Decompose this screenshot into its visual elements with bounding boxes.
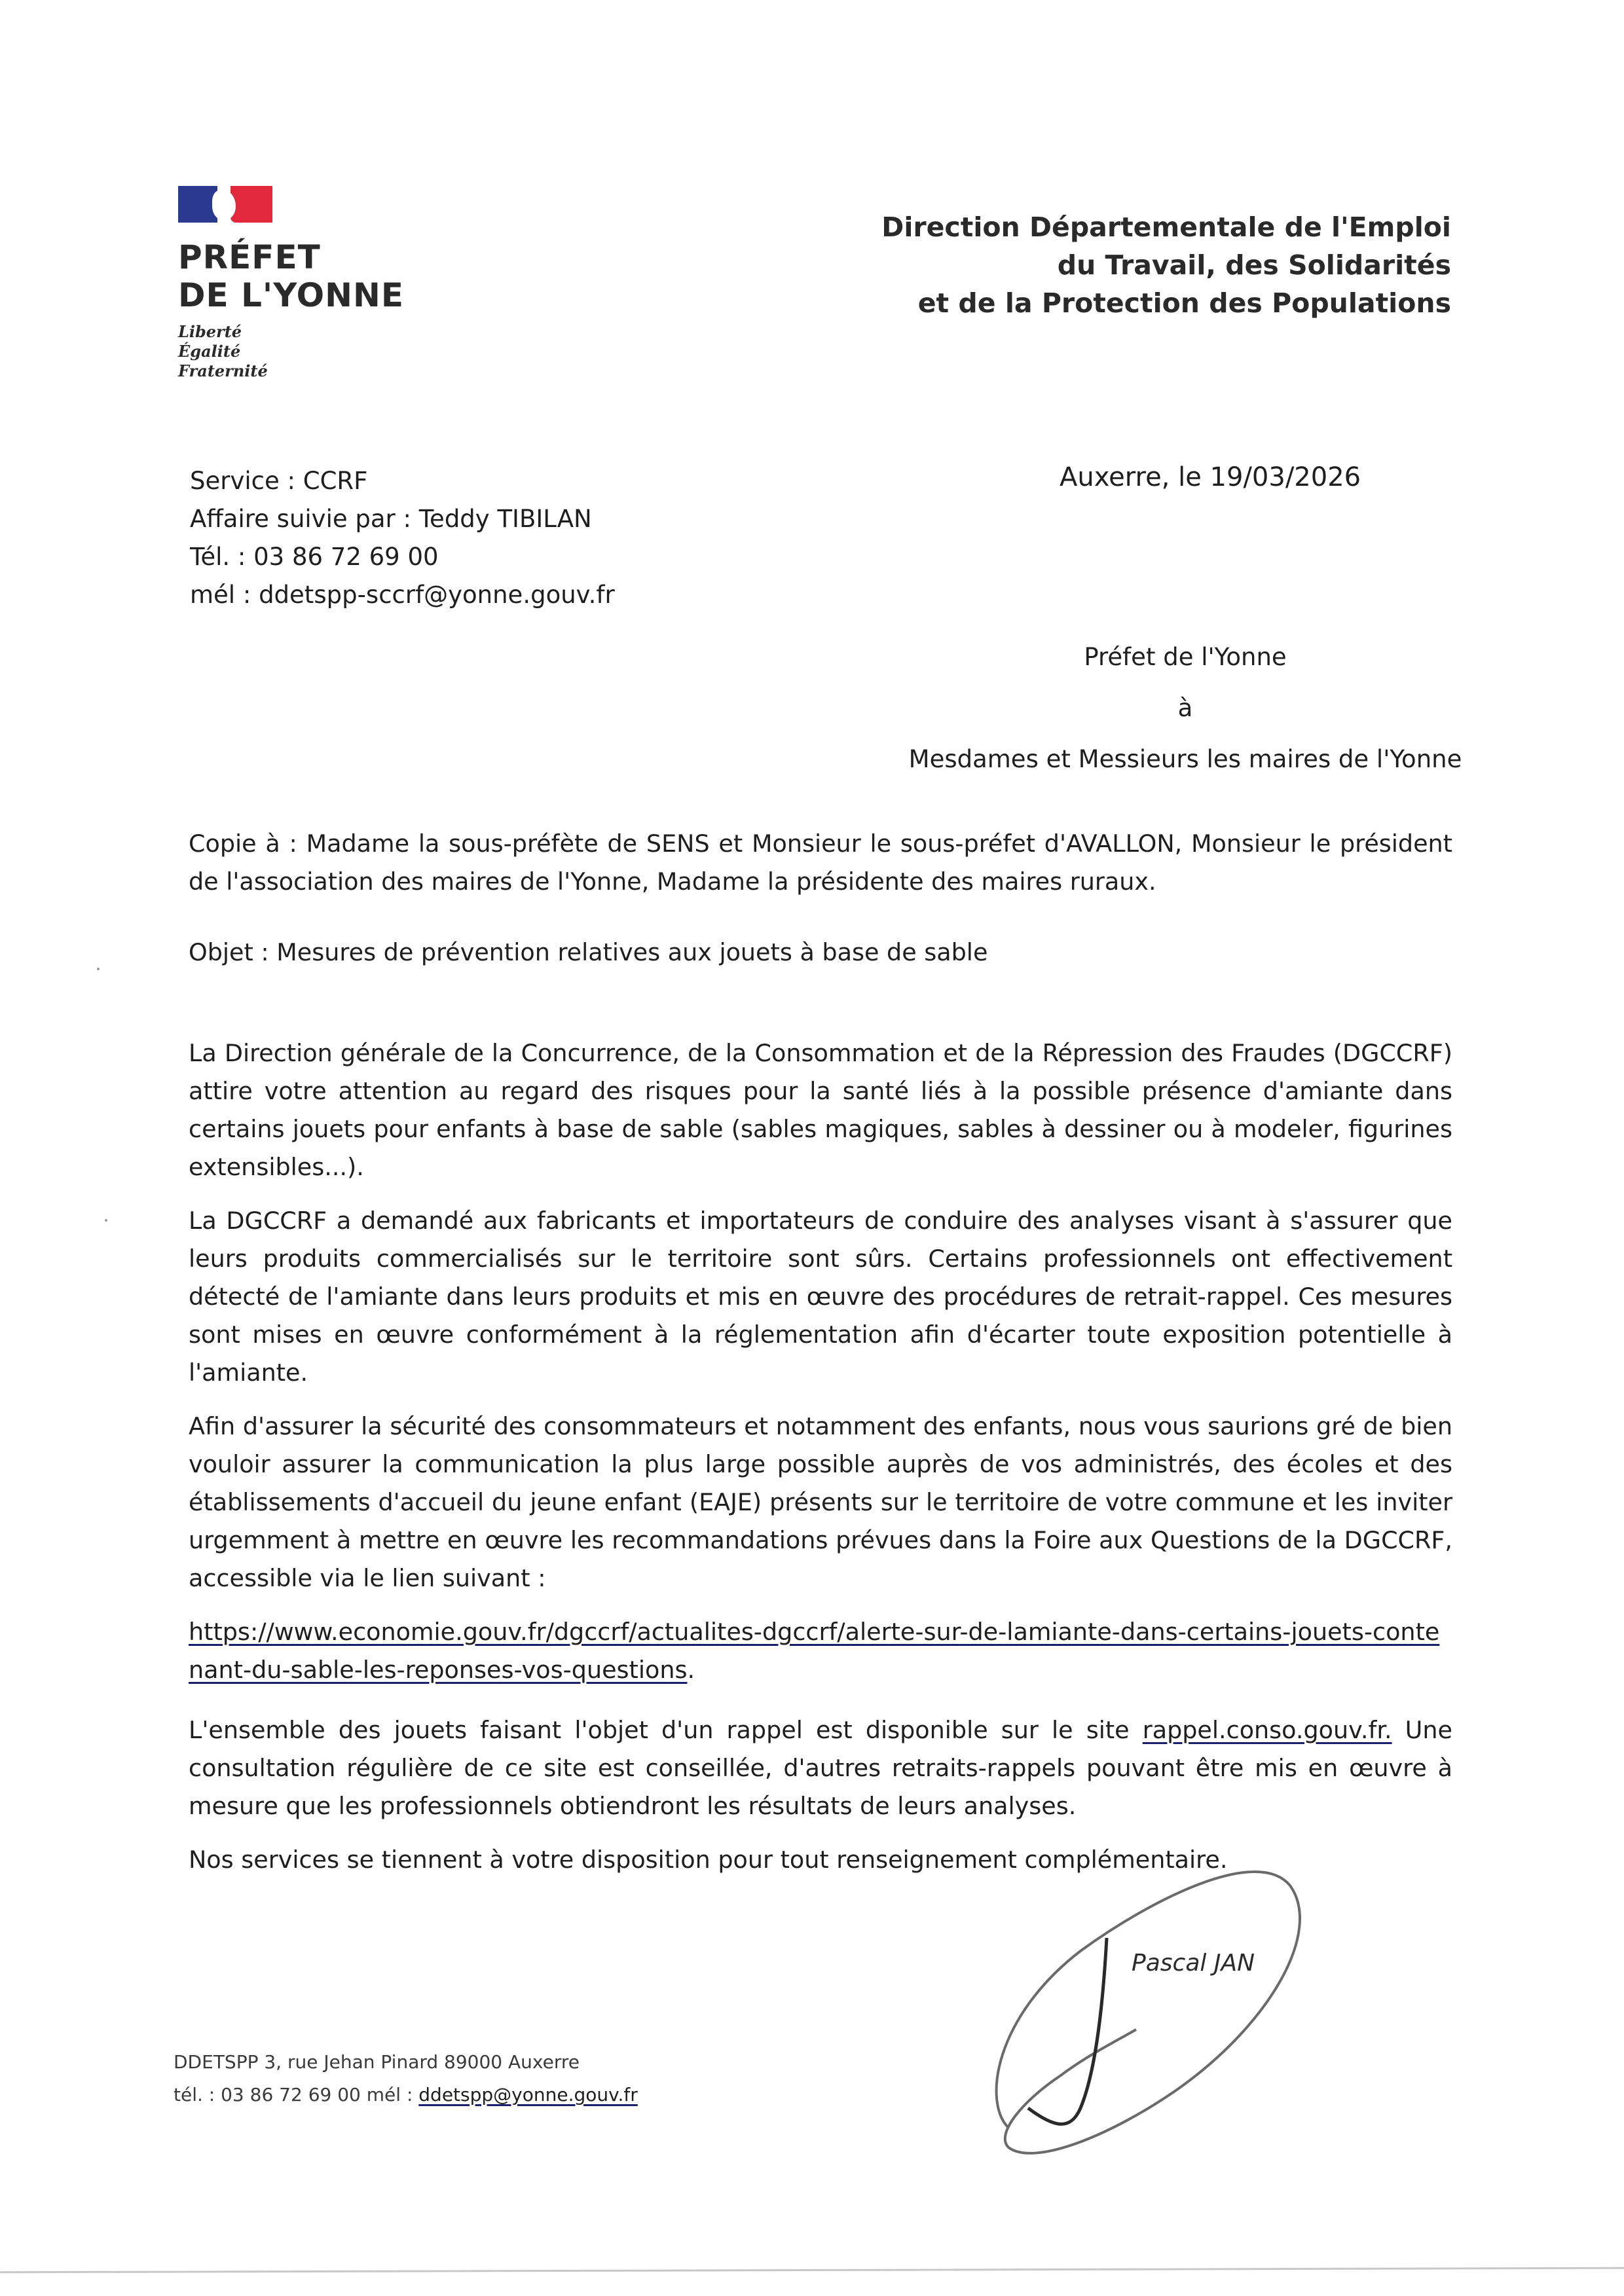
marianne-flag-icon xyxy=(178,186,274,223)
handwritten-signature-icon xyxy=(982,1853,1336,2180)
closing-sentence: Nos services se tiennent à votre disposition pour tout renseignement complémentaire. xyxy=(189,1846,1228,1874)
motto-fraternite: Fraternité xyxy=(178,361,268,380)
paragraph-dgccrf-alert: La Direction générale de la Concurrence, de la Consommation et de la Répression des Fraudes (DGCCRF) attire votre attention au regard des risques pour la santé liés à la possible présence d'amiante dans certains jouets pour enfants à base de sable (sables magiques, sables à dessiner ou à modeler, figurines extensibles...). xyxy=(189,1039,1452,1181)
scan-edge-line xyxy=(0,2267,1624,2273)
prefecture-title-line2: DE L'YONNE xyxy=(178,276,405,314)
direction-header xyxy=(881,208,1451,322)
addressee-block xyxy=(904,632,1467,785)
footer-email-link[interactable]: ddetspp@yonne.gouv.fr xyxy=(418,2084,638,2105)
signatory-name: Pascal JAN xyxy=(1132,1950,1255,1977)
letter-subject: Objet : Mesures de prévention relatives aux jouets à base de sable xyxy=(189,938,988,966)
prefecture-logo xyxy=(178,186,404,381)
recipient: Mesdames et Messieurs les maires de l'Yonne xyxy=(908,745,1462,773)
motto-egalite: Égalité xyxy=(178,342,241,361)
paragraph-rappel xyxy=(189,1711,1452,1825)
service-phone: Tél. : 03 86 72 69 00 xyxy=(190,543,439,571)
to-word: à xyxy=(1177,694,1193,722)
service-block xyxy=(190,462,615,614)
footer-contact xyxy=(174,2079,638,2111)
paragraph-analyses: La DGCCRF a demandé aux fabricants et importateurs de conduire des analyses visant à s'assurer que leurs produits commercialisés sur le territoire sont sûrs. Certains professionnels ont effectivement détecté de l'amiante dans leurs produits et mis en œuvre des procédures de retrait-rappel. Ces mesures sont mises en œuvre conformément à la réglementation afin d'écarter toute exposition potentielle à l'amiante. xyxy=(189,1207,1452,1387)
faq-link-suffix: . xyxy=(687,1656,695,1684)
letter-body xyxy=(189,825,1452,1895)
letter-date: Auxerre, le 19/03/2026 xyxy=(1060,462,1361,492)
prefecture-title-line1: PRÉFET xyxy=(178,238,321,276)
republic-motto xyxy=(178,322,404,381)
direction-line: Direction Départementale de l'Emploi xyxy=(881,211,1451,243)
paragraph-rappel-after: Une consultation régulière de ce site est conseillée, d'autres retraits-rappels pouvant être mis en œuvre à mesure que les professionnels obtiendront les résultats de leurs analyses. xyxy=(189,1716,1452,1820)
paragraph-communication: Afin d'assurer la sécurité des consommateurs et notamment des enfants, nous vous saurions gré de bien vouloir assurer la communication la plus large possible auprès de vos administrés, des écoles et des établissements d'accueil du jeune enfant (EAJE) présents sur le territoire de votre commune et les inviter urgemment à mettre en œuvre les recommandations prévues dans la Foire aux Questions de la DGCCRF, accessible via le lien suivant : xyxy=(189,1412,1452,1592)
rappel-conso-link[interactable]: rappel.conso.gouv.fr. xyxy=(1142,1716,1392,1744)
paragraph-rappel-before: L'ensemble des jouets faisant l'objet d'un rappel est disponible sur le site xyxy=(189,1716,1143,1744)
service-email: mél : ddetspp-sccrf@yonne.gouv.fr xyxy=(190,581,615,609)
direction-line: et de la Protection des Populations xyxy=(917,287,1451,319)
scan-speck xyxy=(97,968,100,970)
sender: Préfet de l'Yonne xyxy=(1084,643,1287,671)
faq-link-paragraph xyxy=(189,1613,1452,1689)
service-label: Service : CCRF xyxy=(190,467,368,495)
motto-liberte: Liberté xyxy=(178,322,242,341)
footer xyxy=(174,2046,638,2111)
affaire-suivie: Affaire suivie par : Teddy TIBILAN xyxy=(190,505,592,533)
copy-recipients: Copie à : Madame la sous-préfète de SENS et Monsieur le sous-préfet d'AVALLON, Monsieur le président de l'association des maires de l'Yonne, Madame la présidente des maires ruraux. xyxy=(189,829,1452,896)
faq-link[interactable]: https://www.economie.gouv.fr/dgccrf/actualites-dgccrf/alerte-sur-de-lamiante-dans-certains-jouets-contenant-du-sable-les-reponses-vos-questions xyxy=(189,1618,1440,1684)
footer-address: DDETSPP 3, rue Jehan Pinard 89000 Auxerre xyxy=(174,2051,580,2073)
footer-contact-prefix: tél. : 03 86 72 69 00 mél : xyxy=(174,2084,419,2105)
prefecture-title xyxy=(178,238,404,314)
direction-line: du Travail, des Solidarités xyxy=(1057,249,1451,281)
scan-speck xyxy=(105,1219,107,1222)
